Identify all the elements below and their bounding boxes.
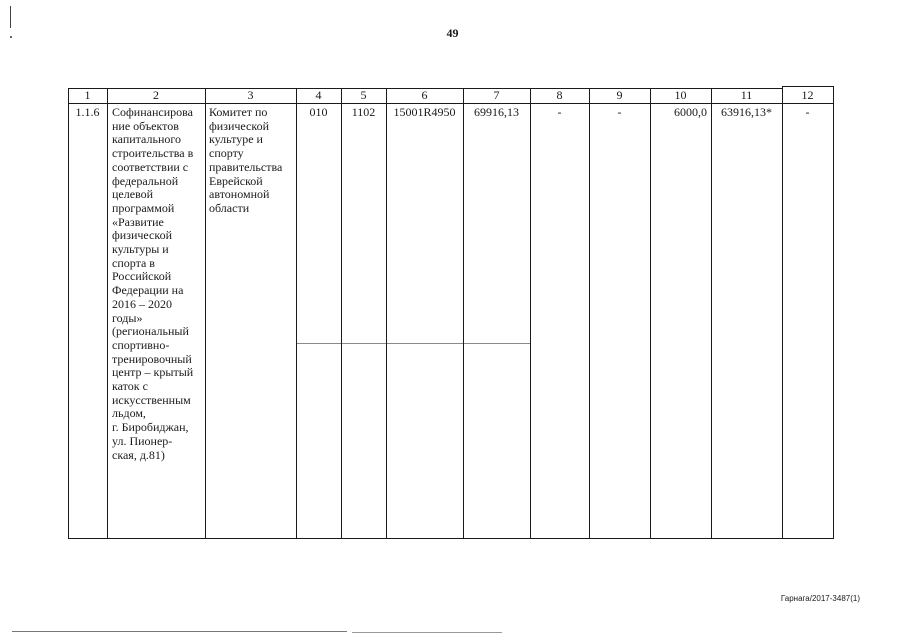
- inner-divider: [296, 343, 530, 344]
- code-ministry: 010: [309, 105, 328, 119]
- amount-col-7: 69916,13: [474, 105, 519, 119]
- header-col-5: 5: [360, 88, 367, 102]
- header-col-3: 3: [247, 88, 254, 102]
- scan-margin-mark: [10, 6, 11, 28]
- amount-col-9: -: [617, 105, 622, 119]
- document-code: Гарнага/2017-3487(1): [780, 594, 860, 603]
- amount-col-10: 6000,0: [674, 105, 707, 119]
- col-border-1: [107, 88, 108, 539]
- amount-col-8: -: [557, 105, 562, 119]
- responsible-body: Комитет по физической культуре и спорту правительства Еврейской автономной области: [209, 105, 283, 215]
- col-border-10: [711, 88, 712, 539]
- code-target-item: 15001R4950: [393, 105, 456, 119]
- col-border-12: [833, 86, 834, 539]
- col-border-11: [782, 86, 783, 539]
- header-col-11: 11: [740, 88, 753, 102]
- header-col-9: 9: [616, 88, 623, 102]
- scan-bottom-edge: [12, 631, 347, 632]
- code-section: 1102: [351, 105, 376, 119]
- col-border-3: [296, 88, 297, 539]
- header-col-2: 2: [153, 88, 159, 102]
- header-col-6: 6: [421, 88, 428, 102]
- object-description: Софинансирова ние объектов капитального строительства в соответствии с федеральной целевой программой «Развитие физической культуры и спорта в Российской Федерации на 2016 – 2020 годы» (региональный спортивно- тренировочный центр – крытый каток с искусственным льдом, г. Биробиджан, ул. Пионер- ская, д.81): [112, 105, 194, 462]
- col-border-0: [68, 88, 69, 539]
- col-border-9: [650, 88, 651, 539]
- page-number: 49: [446, 26, 459, 40]
- header-col-1: 1: [84, 88, 91, 102]
- amount-col-11: 63916,13*: [721, 105, 772, 119]
- amount-col-12: -: [805, 105, 810, 119]
- header-col-8: 8: [556, 88, 563, 102]
- header-separator: [68, 103, 833, 104]
- col-border-6: [463, 88, 464, 539]
- header-col-12: 12: [801, 88, 814, 102]
- header-col-4: 4: [315, 88, 322, 102]
- table-top-border-col12: [782, 86, 833, 87]
- scan-bottom-edge-2: [352, 632, 502, 633]
- col-border-5: [386, 88, 387, 539]
- col-border-7: [530, 88, 531, 539]
- header-col-7: 7: [493, 88, 500, 102]
- row-number: 1.1.6: [75, 105, 100, 119]
- table-bottom-border: [68, 538, 833, 539]
- col-border-4: [341, 88, 342, 539]
- header-col-10: 10: [674, 88, 687, 102]
- col-border-8: [589, 88, 590, 539]
